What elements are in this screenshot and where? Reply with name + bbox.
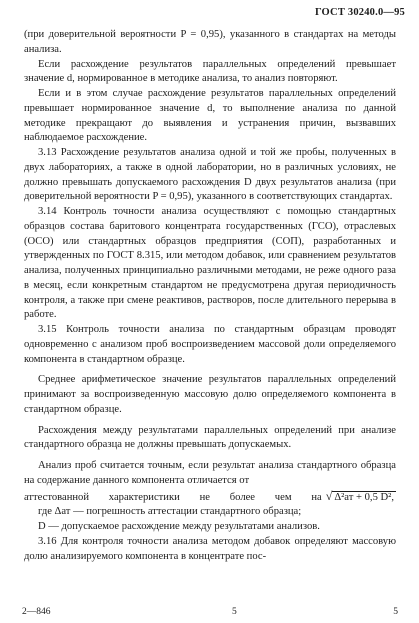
clause-3-15: 3.15 Контроль точности анализа по стандартным образцам проводят одновременно с анализом проб воспроизведением массовой доли определяемого компонента в стандартном образце.: [24, 324, 396, 365]
clause-3-14: 3.14 Контроль точности анализа осуществляют с помощью стандартных образцов состава баритового концентрата государственных (ГСО), отраслевых (ОСО) или стандартных образцов предприятия (СОП), разработанных и утвержденных по ГОСТ 8.315, или методом добавок, или сравнением результатов анализа, полученных принципиально различными методами, не реже одного раза в месяц, если конкретным стандартом не предусмотрена другая периодичность контроля, а также при смене реактивов, растворов, после длительного перерыва в работе.: [24, 206, 396, 321]
page-number-corner: 5: [393, 607, 398, 617]
formula-line: [24, 489, 396, 506]
clause-3-13: 3.13 Расхождение результатов анализа одной и той же пробы, полученных в двух лабораториях, а также в одной лаборатории, но в различных условиях, не должно превышать допускаемого расхождения D двух результатов анализа (при доверительной вероятности P = 0,95), указанного в соответствующих стандартах.: [24, 147, 396, 203]
definition-line: D — допускаемое расхождение между результатами анализов.: [38, 521, 320, 532]
paragraph: Если расхождение результатов параллельных определений превышает значение d, нормированное в методике анализа, то анализ повторяют.: [24, 58, 396, 85]
standard-header: ГОСТ 30240.0—95: [314, 7, 405, 18]
page-number: 5: [232, 607, 237, 617]
formula-lead-text: аттестованной характеристики не более чем на: [24, 491, 322, 503]
paragraph: Расхождения между результатами параллельных определений при анализе стандартного образца не должны превышать допускаемых.: [24, 424, 396, 451]
print-code: 2—846: [22, 607, 51, 617]
sqrt-symbol: √: [325, 488, 333, 503]
clause-3-16: 3.16 Для контроля точности анализа методом добавок определяют массовую долю анализируемого компонента в концентрате пос-: [24, 535, 396, 562]
formula-radicand: Δ²ат + 0,5 D²,: [334, 491, 394, 503]
paragraph: Если и в этом случае расхождение результатов параллельных определений превышает нормированное значение d, то выполнение анализа по данной методике прекращают до выявления и устранения причин, вызвавших наблюдаемое расхождение.: [24, 88, 396, 144]
document-body: [24, 28, 396, 564]
paragraph: Среднее арифметическое значение результатов параллельных определений принимают за воспроизведенную массовую долю определяемого компонента в стандартном образце.: [24, 374, 396, 415]
accuracy-formula: [322, 489, 396, 506]
paragraph: Анализ проб считается точным, если результат анализа стандартного образца на содержание данного компонента отличается от: [24, 460, 396, 486]
paragraph-continuation: (при доверительной вероятности P = 0,95), указанного в стандартах на методы анализа.: [24, 29, 396, 55]
definition-line: где Δат — погрешность аттестации стандартного образца;: [38, 506, 302, 518]
